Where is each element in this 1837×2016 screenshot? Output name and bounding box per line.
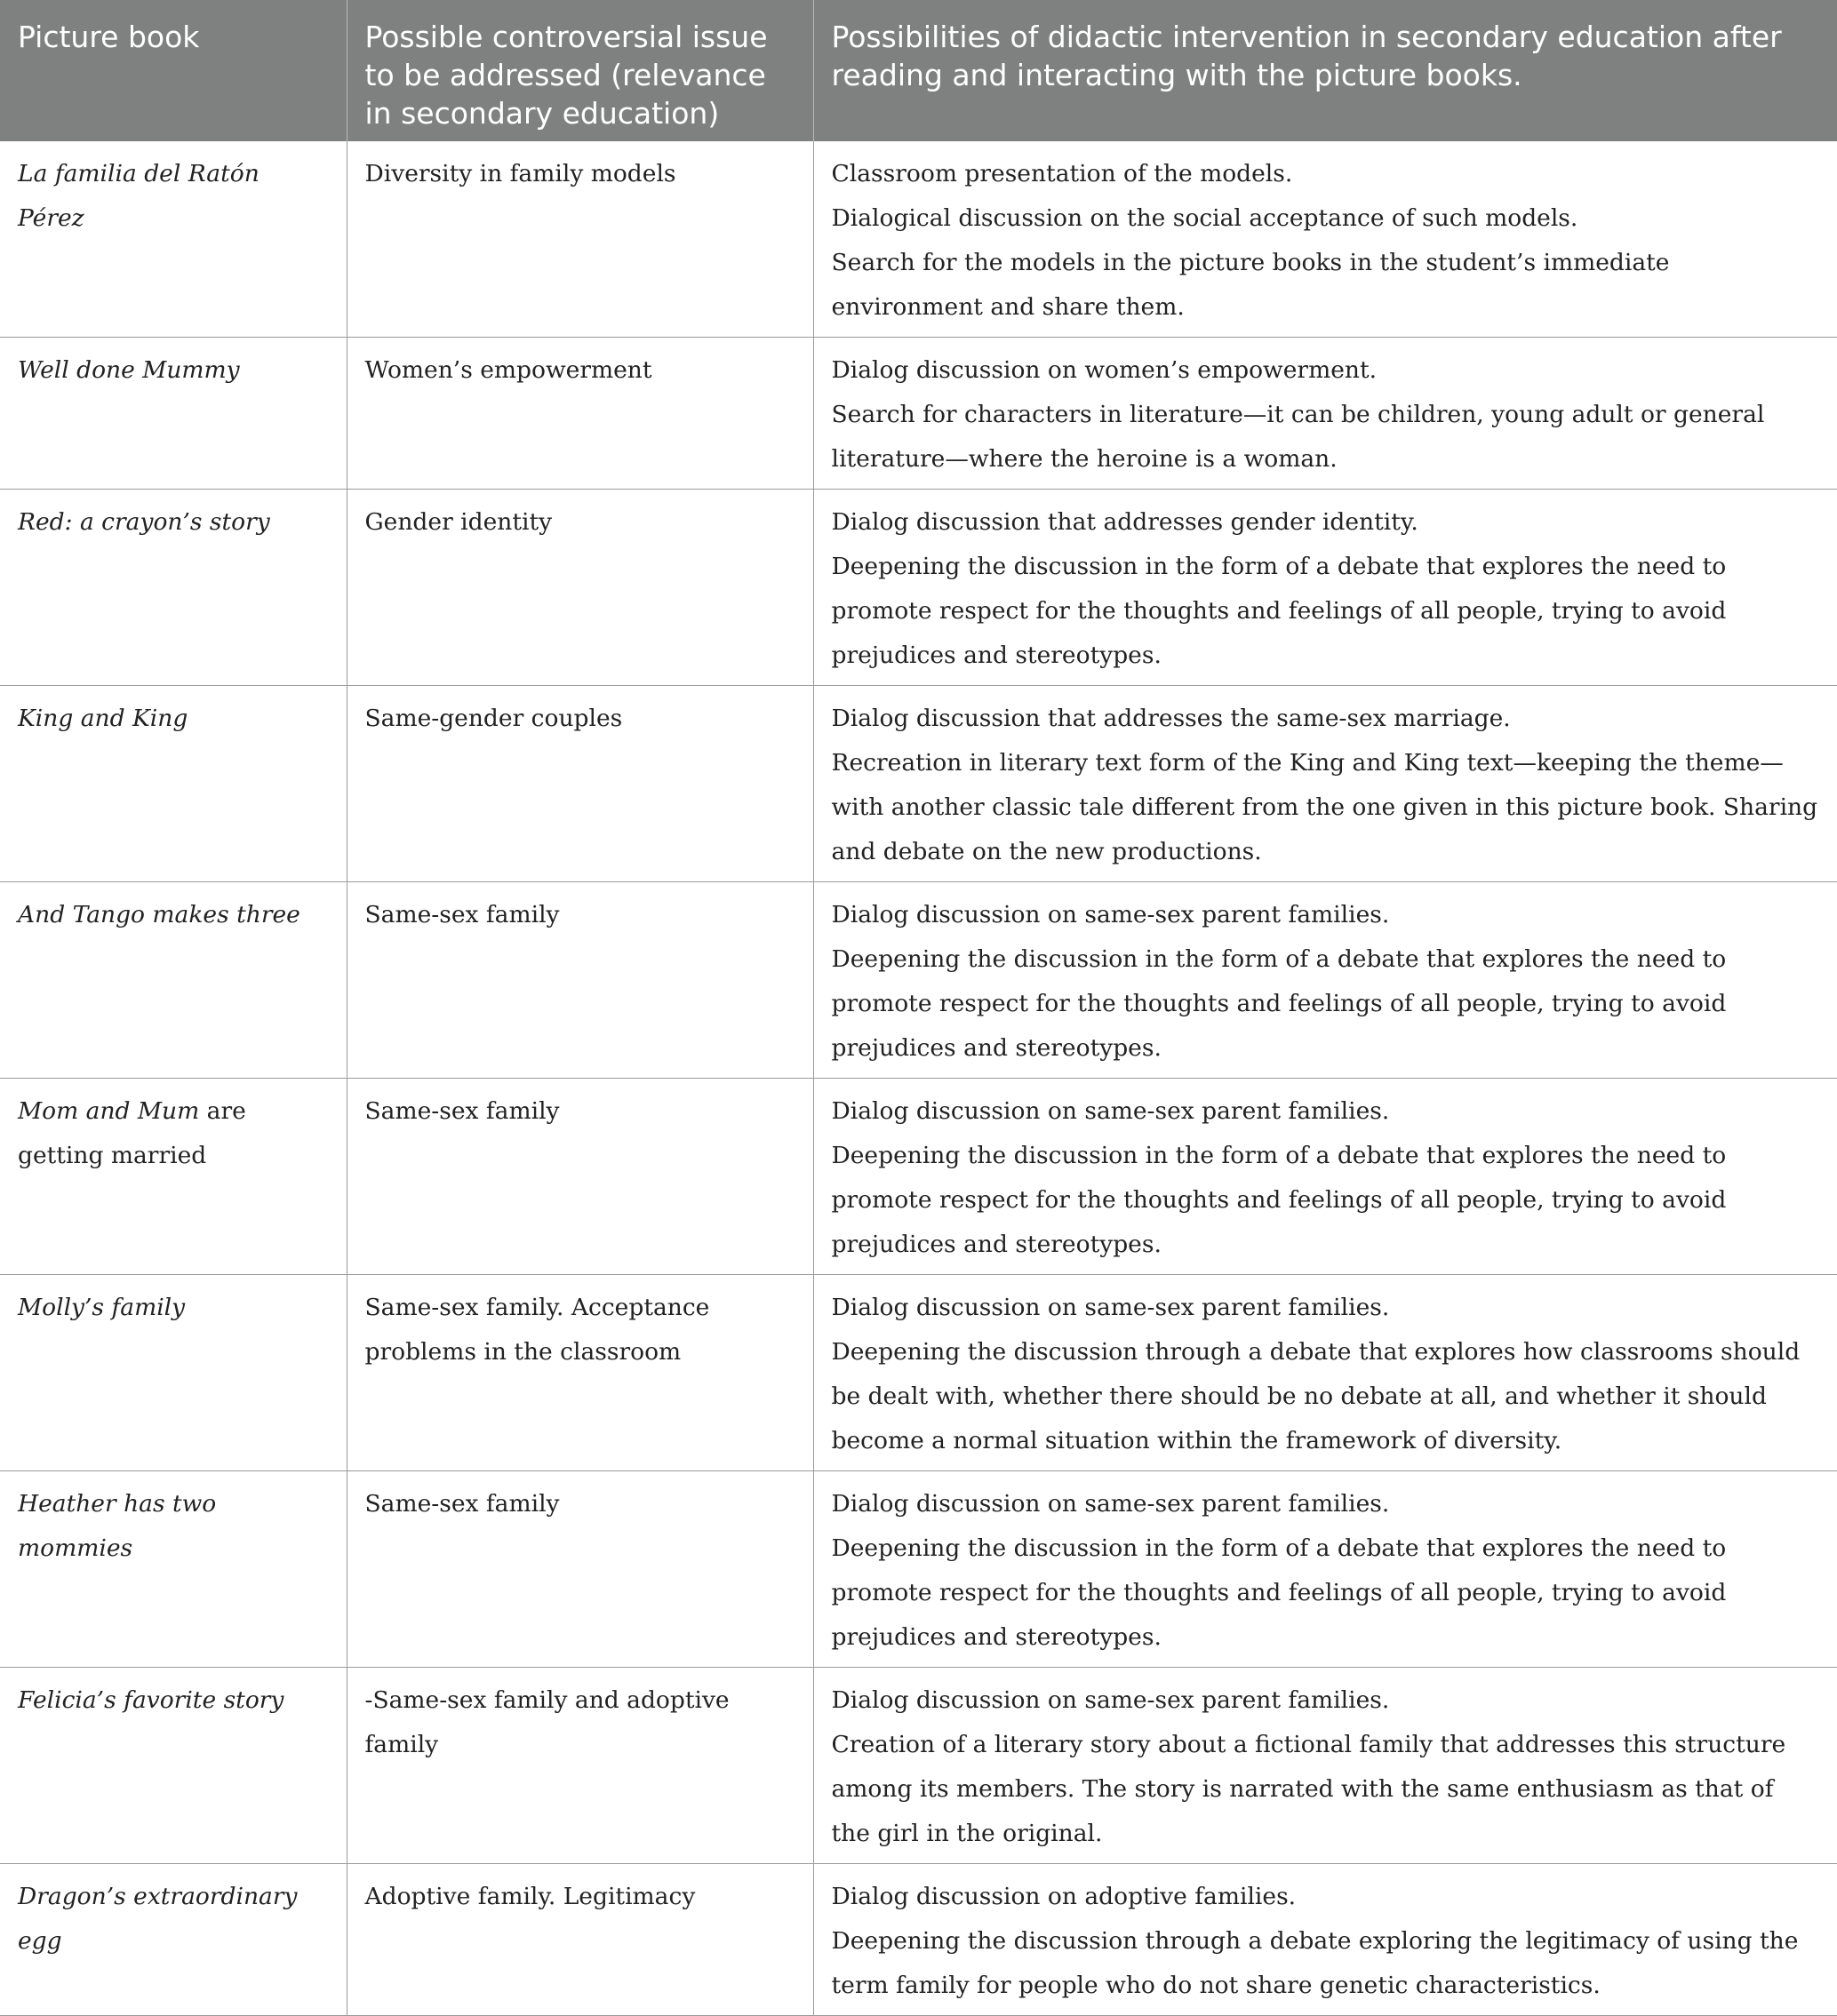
table-header xyxy=(0,0,1837,141)
table-row xyxy=(0,1079,1837,1275)
intervention-line: Search for the models in the picture books in the student’s immediate environment and share them. xyxy=(831,249,1670,321)
intervention-cell xyxy=(813,1864,1837,2016)
intervention-cell xyxy=(813,1079,1837,1275)
intervention-line: Search for characters in literature—it can be children, young adult or general literature—where the heroine is a woman. xyxy=(831,401,1765,473)
header-didactic-intervention: Possibilities of didactic intervention in secondary education after reading and interacting with the picture books. xyxy=(813,0,1837,141)
book-title-cell xyxy=(0,141,347,338)
book-title-cell xyxy=(0,686,347,882)
table-row xyxy=(0,141,1837,338)
header-controversial-issue: Possible controversial issue to be addressed (relevance in secondary education) xyxy=(347,0,813,141)
issue-cell: Same-sex family xyxy=(347,1471,813,1668)
intervention-line: Dialog discussion on same-sex parent families. xyxy=(831,1097,1390,1125)
intervention-line: Recreation in literary text form of the King and King text—keeping the theme—with another classic tale different from the one given in this picture book. Sharing and debate on the new productions. xyxy=(831,749,1818,865)
issue-cell: Gender identity xyxy=(347,490,813,686)
intervention-line: Deepening the discussion in the form of a debate that explores the need to promote respect for the thoughts and feelings of all people, trying to avoid prejudices and stereotypes. xyxy=(831,945,1727,1062)
intervention-cell xyxy=(813,338,1837,490)
table-row xyxy=(0,1275,1837,1471)
book-title: And Tango makes three xyxy=(18,901,300,928)
book-title: La familia del Ratón Pérez xyxy=(18,160,260,232)
intervention-line: Creation of a literary story about a fictional family that addresses this structure among its members. The story is narrated with the same enthusiasm as that of the girl in the original. xyxy=(831,1731,1786,1847)
issue-cell: Diversity in family models xyxy=(347,141,813,338)
book-title: Well done Mummy xyxy=(18,356,240,384)
intervention-line: Deepening the discussion through a debate exploring the legitimacy of using the term family for people who do not share genetic characteristics. xyxy=(831,1927,1799,1999)
book-title-cell xyxy=(0,1471,347,1668)
table-row xyxy=(0,686,1837,882)
intervention-line: Deepening the discussion in the form of a debate that explores the need to promote respect for the thoughts and feelings of all people, trying to avoid prejudices and stereotypes. xyxy=(831,1534,1727,1651)
header-picture-book: Picture book xyxy=(0,0,347,141)
issue-cell: Women’s empowerment xyxy=(347,338,813,490)
issue-cell: Same-sex family. Acceptance problems in the classroom xyxy=(347,1275,813,1471)
intervention-line: Dialogical discussion on the social acceptance of such models. xyxy=(831,204,1578,232)
book-title-cell xyxy=(0,338,347,490)
intervention-line: Deepening the discussion in the form of a debate that explores the need to promote respect for the thoughts and feelings of all people, trying to avoid prejudices and stereotypes. xyxy=(831,1142,1727,1258)
intervention-line: Deepening the discussion through a debate that explores how classrooms should be dealt with, whether there should be no debate at all, and whether it should become a normal situation within the framework of diversity. xyxy=(831,1338,1801,1454)
book-title: Heather has two mommies xyxy=(18,1490,217,1562)
intervention-line: Dialog discussion on same-sex parent families. xyxy=(831,1490,1390,1518)
intervention-line: Dialog discussion on same-sex parent families. xyxy=(831,901,1390,928)
book-title-cell xyxy=(0,882,347,1079)
intervention-line: Dialog discussion on adoptive families. xyxy=(831,1883,1297,1910)
book-title-cell xyxy=(0,490,347,686)
book-title: Molly’s family xyxy=(18,1294,186,1321)
issue-cell: -Same-sex family and adoptive family xyxy=(347,1668,813,1864)
table-row xyxy=(0,882,1837,1079)
book-title: Dragon’s extraordinary egg xyxy=(18,1883,298,1955)
intervention-line: Dialog discussion on same-sex parent families. xyxy=(831,1294,1390,1321)
intervention-cell xyxy=(813,686,1837,882)
header-row xyxy=(0,0,1837,141)
book-title-cell xyxy=(0,1079,347,1275)
table-row xyxy=(0,1471,1837,1668)
book-title-suffix: are getting married xyxy=(18,1097,246,1169)
issue-cell: Adoptive family. Legitimacy xyxy=(347,1864,813,2016)
intervention-line: Dialog discussion on same-sex parent families. xyxy=(831,1686,1390,1714)
book-title: Red: a crayon’s story xyxy=(18,508,270,536)
book-title-cell xyxy=(0,1668,347,1864)
table-row xyxy=(0,490,1837,686)
table-row xyxy=(0,338,1837,490)
intervention-cell xyxy=(813,1471,1837,1668)
table-row xyxy=(0,1668,1837,1864)
book-title-cell xyxy=(0,1275,347,1471)
intervention-cell xyxy=(813,1275,1837,1471)
intervention-cell xyxy=(813,882,1837,1079)
table-row xyxy=(0,1864,1837,2016)
table-body xyxy=(0,141,1837,2016)
intervention-line: Classroom presentation of the models. xyxy=(831,160,1293,187)
intervention-cell xyxy=(813,141,1837,338)
book-title-cell xyxy=(0,1864,347,2016)
intervention-line: Dialog discussion that addresses gender identity. xyxy=(831,508,1418,536)
intervention-cell xyxy=(813,1668,1837,1864)
issue-cell: Same-gender couples xyxy=(347,686,813,882)
intervention-line: Deepening the discussion in the form of a debate that explores the need to promote respect for the thoughts and feelings of all people, trying to avoid prejudices and stereotypes. xyxy=(831,553,1727,669)
intervention-cell xyxy=(813,490,1837,686)
book-title: King and King xyxy=(18,705,188,732)
intervention-line: Dialog discussion on women’s empowerment. xyxy=(831,356,1378,384)
book-title: Mom and Mum xyxy=(18,1097,200,1125)
book-title: Felicia’s favorite story xyxy=(18,1686,284,1714)
issue-cell: Same-sex family xyxy=(347,882,813,1079)
intervention-line: Dialog discussion that addresses the same-sex marriage. xyxy=(831,705,1511,732)
issue-cell: Same-sex family xyxy=(347,1079,813,1275)
